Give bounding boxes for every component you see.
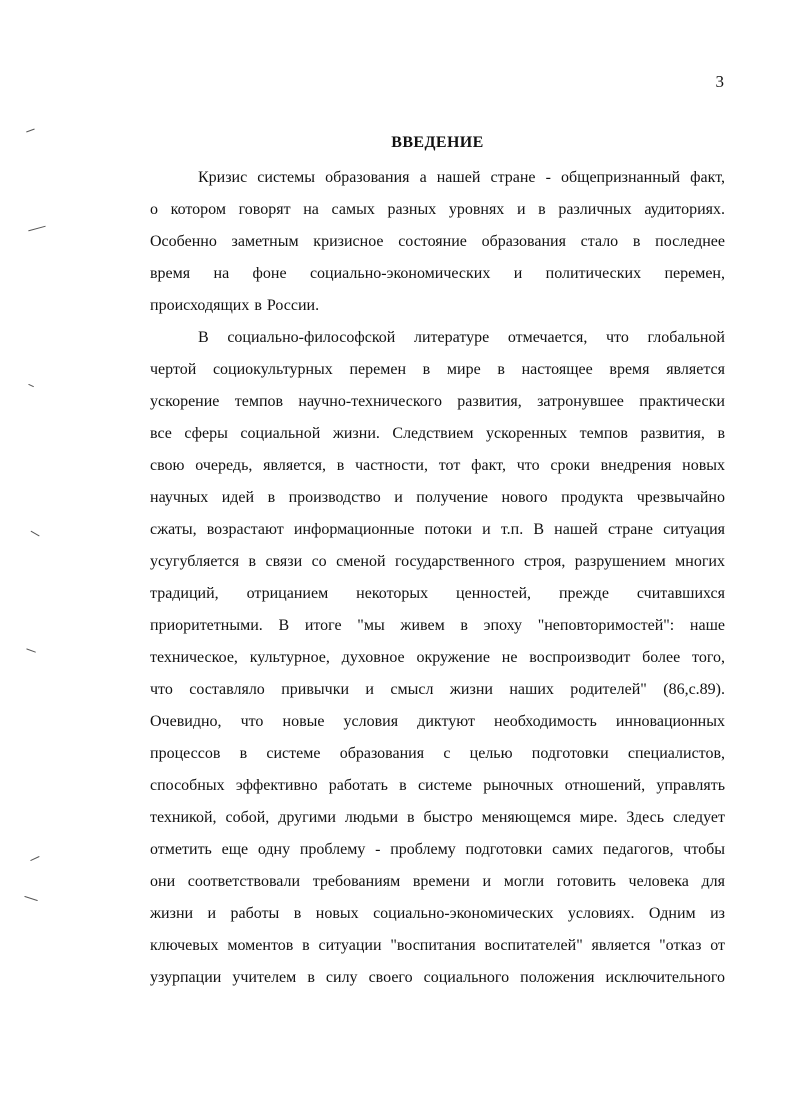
text-line: Особенно заметным кризисное состояние образования стало в последнее <box>150 233 725 250</box>
text-line: усугубляется в связи со сменой государственного строя, разрушением многих <box>150 553 725 570</box>
text-line: свою очередь, является, в частности, тот факт, что сроки внедрения новых <box>150 457 725 474</box>
scan-mark <box>28 226 46 232</box>
text-line: научных идей в производство и получение нового продукта чрезвычайно <box>150 489 725 506</box>
text-line: традиций, отрицанием некоторых ценностей, прежде считавшихся <box>150 585 725 602</box>
document-title: ВВЕДЕНИЕ <box>391 134 484 151</box>
scan-mark <box>24 896 38 902</box>
text-line: приоритетными. В итоге "мы живем в эпоху "неповторимостей": наше <box>150 617 725 634</box>
text-line: отметить еще одну проблему - проблему подготовки самих педагогов, чтобы <box>150 841 725 858</box>
text-line: узурпации учителем в силу своего социального положения исключительного <box>150 969 725 986</box>
text-line: Очевидно, что новые условия диктуют необходимость инновационных <box>150 713 725 730</box>
text-line: техникой, собой, другими людьми в быстро меняющемся мире. Здесь следует <box>150 809 725 826</box>
text-line: способных эффективно работать в системе рыночных отношений, управлять <box>150 777 725 794</box>
scan-mark <box>30 531 39 537</box>
text-line: ключевых моментов в ситуации "воспитания воспитателей" является "отказ от <box>150 937 725 954</box>
text-line: они соответствовали требованиям времени и могли готовить человека для <box>150 873 725 890</box>
text-line: жизни и работы в новых социально-экономических условиях. Одним из <box>150 905 725 922</box>
text-line: процессов в системе образования с целью подготовки специалистов, <box>150 745 725 762</box>
scan-mark <box>28 384 34 388</box>
text-line: чертой социокультурных перемен в мире в настоящее время является <box>150 361 725 378</box>
scan-mark <box>26 648 36 653</box>
text-line: В социально-философской литературе отмечается, что глобальной <box>198 329 725 346</box>
text-line: что составляло привычки и смысл жизни наших родителей" (86,с.89). <box>150 681 725 698</box>
text-line: сжаты, возрастают информационные потоки и т.п. В нашей стране ситуация <box>150 521 725 538</box>
text-line: техническое, культурное, духовное окружение не воспроизводит более того, <box>150 649 725 666</box>
text-line: происходящих в России. <box>150 297 320 314</box>
text-line: все сферы социальной жизни. Следствием ускоренных темпов развития, в <box>150 425 725 442</box>
text-line: ускорение темпов научно-технического развития, затронувшее практически <box>150 393 725 410</box>
text-line: Кризис системы образования а нашей стране - общепризнанный факт, <box>198 169 725 186</box>
text-line: время на фоне социально-экономических и политических перемен, <box>150 265 725 282</box>
scan-mark <box>30 856 40 861</box>
page-number: 3 <box>715 72 724 91</box>
text-line: о котором говорят на самых разных уровнях и в различных аудиториях. <box>150 201 725 218</box>
scan-mark <box>26 129 35 133</box>
